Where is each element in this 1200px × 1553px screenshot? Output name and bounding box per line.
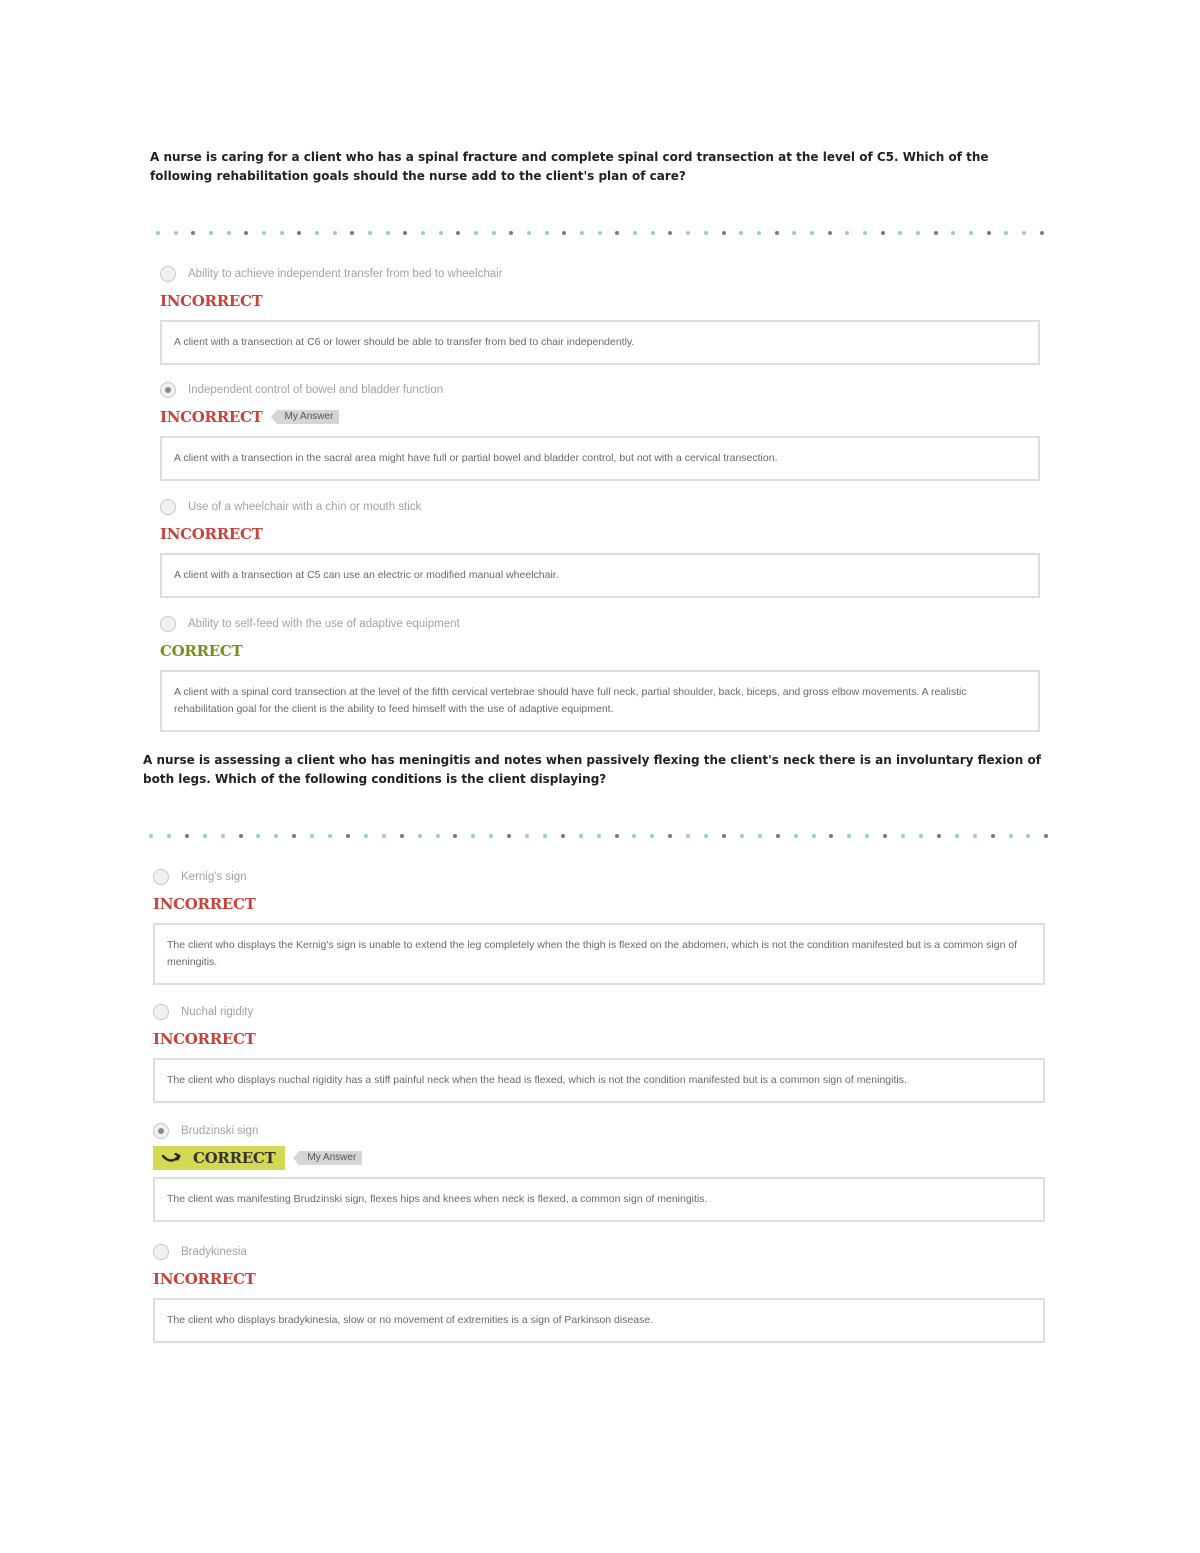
divider-dot bbox=[1044, 834, 1048, 838]
divider-dot bbox=[792, 231, 796, 235]
divider-dot bbox=[209, 231, 213, 235]
divider-dot bbox=[244, 231, 248, 235]
divider-dot bbox=[174, 231, 178, 235]
divider-dot bbox=[421, 231, 425, 235]
divider-dot bbox=[934, 231, 938, 235]
divider-dot bbox=[364, 834, 368, 838]
divider-dot bbox=[650, 834, 654, 838]
divider-dot bbox=[739, 231, 743, 235]
divider-dot bbox=[810, 231, 814, 235]
option-label: Nuchal rigidity bbox=[181, 1006, 254, 1018]
divider-dot bbox=[863, 231, 867, 235]
option-4[interactable] bbox=[153, 1241, 1045, 1343]
divider-dot bbox=[280, 231, 284, 235]
divider-dot bbox=[386, 231, 390, 235]
question-text: A nurse is caring for a client who has a spinal fracture and complete spinal cord transection at the level of C5. Which of the following rehabilitation goals should the nurse add to the client's plan of care? bbox=[150, 150, 989, 183]
divider-dot bbox=[615, 834, 619, 838]
divider-dot bbox=[227, 231, 231, 235]
divider-dot bbox=[828, 231, 832, 235]
feedback-box: A client with a spinal cord transection at the level of the fifth cervical vertebrae should have full neck, partial shoulder, back, biceps, and gross elbow movements. A realistic rehabilitation goal for the client is the ability to feed himself with the use of adaptive equipment. bbox=[160, 670, 1040, 732]
feedback-box: A client with a transection in the sacral area might have full or partial bowel and bladder control, but not with a cervical transection. bbox=[160, 436, 1040, 481]
divider-dot bbox=[382, 834, 386, 838]
status-incorrect: INCORRECT bbox=[160, 525, 263, 543]
divider-dot bbox=[865, 834, 869, 838]
divider-dot bbox=[545, 231, 549, 235]
divider-dot bbox=[509, 231, 513, 235]
divider-dot bbox=[668, 834, 672, 838]
divider-dot bbox=[615, 231, 619, 235]
divider-dot bbox=[418, 834, 422, 838]
divider-dot bbox=[527, 231, 531, 235]
divider-dot bbox=[973, 834, 977, 838]
divider-dot bbox=[881, 231, 885, 235]
divider-dot bbox=[1009, 834, 1013, 838]
radio-button[interactable] bbox=[153, 869, 169, 885]
option-3[interactable] bbox=[160, 496, 1040, 598]
option-label: Independent control of bowel and bladder function bbox=[188, 384, 444, 396]
feedback-box: The client who displays bradykinesia, slow or no movement of extremities is a sign of Parkinson disease. bbox=[153, 1298, 1045, 1343]
option-3[interactable] bbox=[153, 1120, 1045, 1222]
divider-dot bbox=[829, 834, 833, 838]
radio-button-selected[interactable] bbox=[160, 382, 176, 398]
status-incorrect: INCORRECT bbox=[160, 408, 263, 426]
radio-button[interactable] bbox=[160, 499, 176, 515]
divider-dot bbox=[722, 834, 726, 838]
divider-dot bbox=[883, 834, 887, 838]
divider-dot bbox=[632, 834, 636, 838]
feedback-box: The client who displays nuchal rigidity has a stiff painful neck when the head is flexed, which is not the condition manifested but is a common sign of meningitis. bbox=[153, 1058, 1045, 1103]
question-text: A nurse is assessing a client who has meningitis and notes when passively flexing the client's neck there is an involuntary flexion of both legs. Which of the following conditions is the client displaying? bbox=[143, 753, 1041, 786]
question-2 bbox=[143, 751, 1055, 1326]
divider-dot bbox=[292, 834, 296, 838]
option-2[interactable] bbox=[160, 379, 1040, 481]
divider-dot bbox=[901, 834, 905, 838]
divider-dot bbox=[149, 834, 153, 838]
divider-dot bbox=[562, 231, 566, 235]
divider-dot bbox=[403, 231, 407, 235]
divider-dot bbox=[474, 231, 478, 235]
divider-dot bbox=[597, 834, 601, 838]
divider-dot bbox=[436, 834, 440, 838]
status-incorrect: INCORRECT bbox=[153, 1270, 256, 1288]
divider-dot bbox=[898, 231, 902, 235]
divider-dot bbox=[400, 834, 404, 838]
divider-dot bbox=[453, 834, 457, 838]
divider-dot bbox=[203, 834, 207, 838]
option-label: Use of a wheelchair with a chin or mouth stick bbox=[188, 501, 422, 513]
divider-dot bbox=[812, 834, 816, 838]
feedback-box: A client with a transection at C6 or lower should be able to transfer from bed to chair independently. bbox=[160, 320, 1040, 365]
divider-dot bbox=[297, 231, 301, 235]
radio-button[interactable] bbox=[153, 1244, 169, 1260]
divider-dot bbox=[471, 834, 475, 838]
divider-dots bbox=[150, 229, 1050, 237]
divider-dot bbox=[310, 834, 314, 838]
divider-dot bbox=[776, 834, 780, 838]
divider-dot bbox=[991, 834, 995, 838]
my-answer-tag: My Answer bbox=[277, 410, 340, 424]
radio-button[interactable] bbox=[160, 266, 176, 282]
divider-dot bbox=[847, 834, 851, 838]
option-label: Ability to self-feed with the use of adaptive equipment bbox=[188, 618, 460, 630]
divider-dot bbox=[315, 231, 319, 235]
radio-button[interactable] bbox=[160, 616, 176, 632]
option-label: Bradykinesia bbox=[181, 1246, 247, 1258]
divider-dot bbox=[274, 834, 278, 838]
feedback-box: The client who displays the Kernig's sign is unable to extend the leg completely when the thigh is flexed on the abdomen, which is not the condition manifested but is a common sign of meningitis. bbox=[153, 923, 1045, 985]
status-incorrect: INCORRECT bbox=[153, 1030, 256, 1048]
divider-dot bbox=[579, 834, 583, 838]
radio-button[interactable] bbox=[153, 1004, 169, 1020]
divider-dot bbox=[845, 231, 849, 235]
divider-dot bbox=[916, 231, 920, 235]
divider-dot bbox=[525, 834, 529, 838]
divider-dot bbox=[686, 231, 690, 235]
option-2[interactable] bbox=[153, 1001, 1045, 1103]
divider-dot bbox=[919, 834, 923, 838]
divider-dot bbox=[507, 834, 511, 838]
divider-dot bbox=[1022, 231, 1026, 235]
divider-dots bbox=[143, 832, 1055, 840]
divider-dot bbox=[456, 231, 460, 235]
divider-dot bbox=[598, 231, 602, 235]
divider-dot bbox=[167, 834, 171, 838]
divider-dot bbox=[239, 834, 243, 838]
divider-dot bbox=[704, 834, 708, 838]
divider-dot bbox=[262, 231, 266, 235]
divider-dot bbox=[651, 231, 655, 235]
divider-dot bbox=[775, 231, 779, 235]
divider-dot bbox=[328, 834, 332, 838]
divider-dot bbox=[757, 231, 761, 235]
divider-dot bbox=[987, 231, 991, 235]
divider-dot bbox=[1040, 231, 1044, 235]
divider-dot bbox=[758, 834, 762, 838]
divider-dot bbox=[489, 834, 493, 838]
divider-dot bbox=[492, 231, 496, 235]
divider-dot bbox=[633, 231, 637, 235]
question-1 bbox=[150, 148, 1050, 715]
option-1[interactable] bbox=[160, 263, 1040, 365]
radio-button-selected[interactable] bbox=[153, 1123, 169, 1139]
divider-dot bbox=[561, 834, 565, 838]
my-answer-tag: My Answer bbox=[299, 1151, 362, 1165]
divider-dot bbox=[969, 231, 973, 235]
status-correct-label: CORRECT bbox=[193, 1149, 276, 1167]
status-incorrect: INCORRECT bbox=[160, 292, 263, 310]
divider-dot bbox=[221, 834, 225, 838]
divider-dot bbox=[740, 834, 744, 838]
option-label: Kernig's sign bbox=[181, 871, 247, 883]
option-4[interactable] bbox=[160, 613, 1040, 732]
divider-dot bbox=[333, 231, 337, 235]
divider-dot bbox=[543, 834, 547, 838]
divider-dot bbox=[156, 231, 160, 235]
option-label: Ability to achieve independent transfer from bed to wheelchair bbox=[188, 268, 503, 280]
status-correct: CORRECT bbox=[160, 642, 243, 660]
check-icon bbox=[161, 1152, 181, 1164]
feedback-box: The client was manifesting Brudzinski sign, flexes hips and knees when neck is flexed, a common sign of meningitis. bbox=[153, 1177, 1045, 1222]
divider-dot bbox=[794, 834, 798, 838]
divider-dot bbox=[1026, 834, 1030, 838]
divider-dot bbox=[937, 834, 941, 838]
divider-dot bbox=[955, 834, 959, 838]
divider-dot bbox=[668, 231, 672, 235]
divider-dot bbox=[951, 231, 955, 235]
divider-dot bbox=[704, 231, 708, 235]
divider-dot bbox=[439, 231, 443, 235]
divider-dot bbox=[350, 231, 354, 235]
divider-dot bbox=[368, 231, 372, 235]
divider-dot bbox=[346, 834, 350, 838]
status-incorrect: INCORRECT bbox=[153, 895, 256, 913]
divider-dot bbox=[256, 834, 260, 838]
divider-dot bbox=[191, 231, 195, 235]
divider-dot bbox=[580, 231, 584, 235]
option-label: Brudzinski sign bbox=[181, 1125, 259, 1137]
option-1[interactable] bbox=[153, 866, 1045, 985]
divider-dot bbox=[722, 231, 726, 235]
divider-dot bbox=[686, 834, 690, 838]
feedback-box: A client with a transection at C5 can use an electric or modified manual wheelchair. bbox=[160, 553, 1040, 598]
divider-dot bbox=[1004, 231, 1008, 235]
divider-dot bbox=[185, 834, 189, 838]
status-correct-highlight bbox=[153, 1146, 285, 1170]
